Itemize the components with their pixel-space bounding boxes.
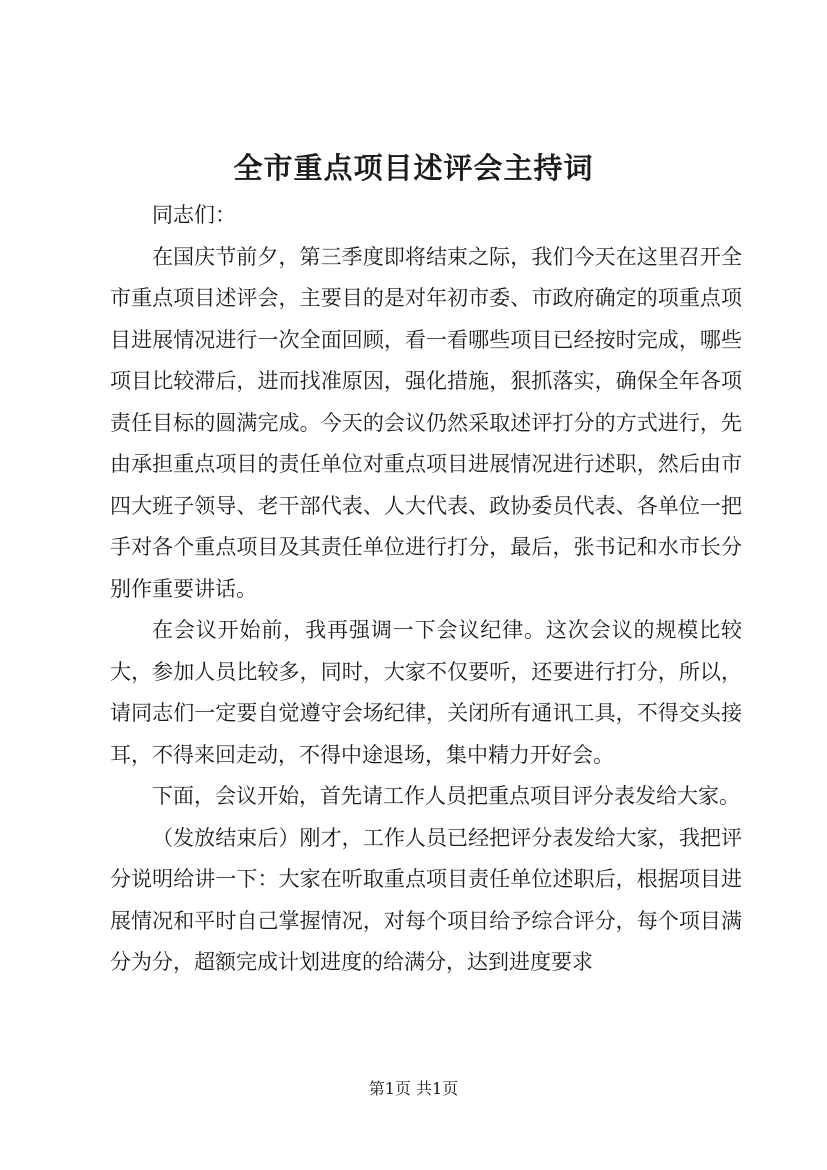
paragraph-3: 下面，会议开始，首先请工作人员把重点项目评分表发给大家。 (152, 784, 740, 808)
paragraph-4: （发放结束后）刚才，工作人员已经把评分表发给大家，我把评分说明给讲一下：大家在听取重点项目责任单位述职后，根据项目进展情况和平时自己掌握情况，对每个项目给予综合评分，每个项目满分为分，超额完成计划进度的给满分，达到进度要求 (110, 825, 742, 974)
paragraph-2: 在会议开始前，我再强调一下会议纪律。这次会议的规模比较大，参加人员比较多，同时，大家不仅要听，还要进行打分，所以，请同志们一定要自觉遵守会场纪律，关闭所有通讯工具，不得交头接耳，不得来回走动，不得中途退场，集中精力开好会。 (110, 618, 742, 767)
paragraph-1: 在国庆节前夕，第三季度即将结束之际，我们今天在这里召开全市重点项目述评会，主要目的是对年初市委、市政府确定的项重点项目进展情况进行一次全面回顾，看一看哪些项目已经按时完成，哪些项目比较滞后，进而找准原因，强化措施，狠抓落实，确保全年各项责任目标的圆满完成。今天的会议仍然采取述评打分的方式进行，先由承担重点项目的责任单位对重点项目进展情况进行述职，然后由市四大班子领导、老干部代表、人大代表、政协委员代表、各单位一把手对各个重点项目及其责任单位进行打分，最后，张书记和水市长分别作重要讲话。 (110, 244, 742, 601)
document-body (110, 195, 742, 984)
page-number-footer: 第1页 共1页 (368, 1079, 459, 1098)
salutation: 同志们： (152, 203, 236, 227)
document-title: 全市重点项目述评会主持词 (233, 151, 594, 185)
